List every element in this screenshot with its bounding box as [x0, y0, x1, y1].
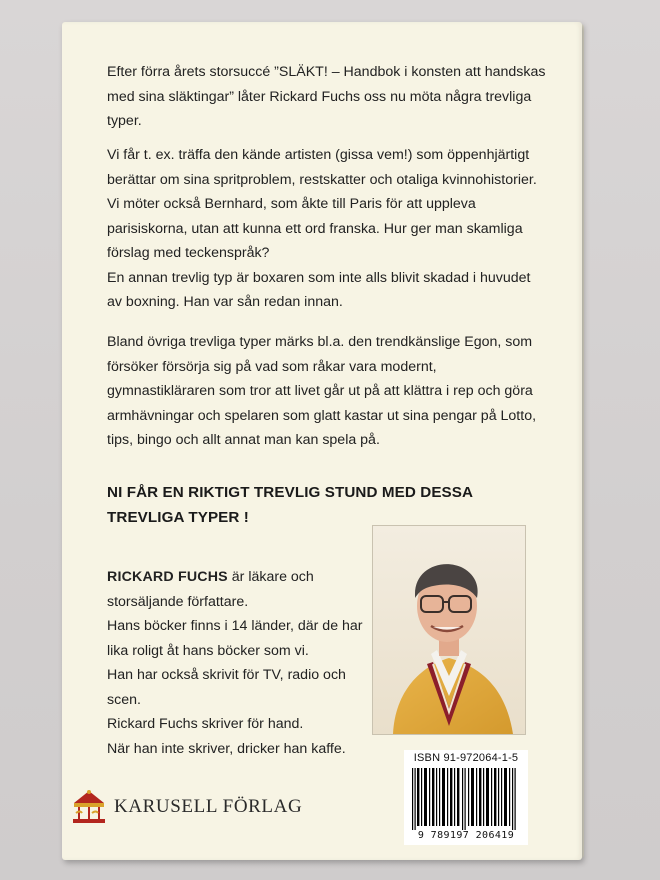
- tagline: NI FÅR EN RIKTIGT TREVLIG STUND MED DESSA TREVLIGA TYPER !: [107, 484, 473, 526]
- bio-line: Rickard Fuchs skriver för hand.: [107, 716, 304, 732]
- isbn-label: ISBN 91-972064-1-5: [413, 752, 519, 764]
- blurb-paragraph-3: Bland övriga trevliga typer märks bl.a. den trendkänslige Egon, som försöker försörja sig på vad som råkar vara modernt, gymnastikläraren som tror att livet går ut på att klättra i rep och göra armhävningar och spelaren som glatt kastar ut sina pengar på Lotto, tips, bingo och allt annat man kan spela på.: [107, 334, 537, 448]
- barcode-block: [404, 750, 528, 845]
- blurb-paragraph-1: Efter förra årets storsuccé ”SLÄKT! – Handbok i konsten att handskas med sina släktingar” låter Rickard Fuchs oss nu möta några trevliga typer.: [107, 64, 546, 129]
- bio-line: Han har också skrivit för TV, radio och scen.: [107, 667, 346, 708]
- book-back-cover: [62, 22, 582, 860]
- bio-line: Hans böcker finns i 14 länder, där de har lika roligt åt hans böcker som vi.: [107, 618, 363, 659]
- barcode-icon: [404, 768, 528, 830]
- blurb-intro: [107, 60, 547, 134]
- publisher-logo: [70, 787, 302, 827]
- author-bio: [107, 565, 369, 761]
- barcode-number: 9 789197 206419: [417, 830, 515, 841]
- carousel-icon: [70, 789, 108, 825]
- author-name: RICKARD FUCHS: [107, 569, 228, 585]
- blurb-characters: [107, 143, 547, 315]
- blurb-line-artist: Vi får t. ex. träffa den kände artisten (gissa vem!) som öppenhjärtigt berättar om sina spritproblem, restskatter och otaliga kvinnohistorier.: [107, 147, 537, 188]
- bio-line: är läkare och storsäljande författare.: [107, 569, 314, 610]
- publisher-name: KARUSELL FÖRLAG: [114, 796, 303, 817]
- author-photo: [372, 525, 526, 735]
- blurb-line-bernhard: Vi möter också Bernhard, som åkte till Paris för att uppleva parisiskorna, utan att kunna ett ord franska. Hur ger man skamliga förslag med teckenspråk?: [107, 196, 523, 261]
- blurb-others: [107, 330, 547, 453]
- bio-line: När han inte skriver, dricker han kaffe.: [107, 740, 346, 757]
- blurb-line-boxer: En annan trevlig typ är boxaren som inte alls blivit skadad i huvudet av boxning. Han var sån redan innan.: [107, 269, 531, 310]
